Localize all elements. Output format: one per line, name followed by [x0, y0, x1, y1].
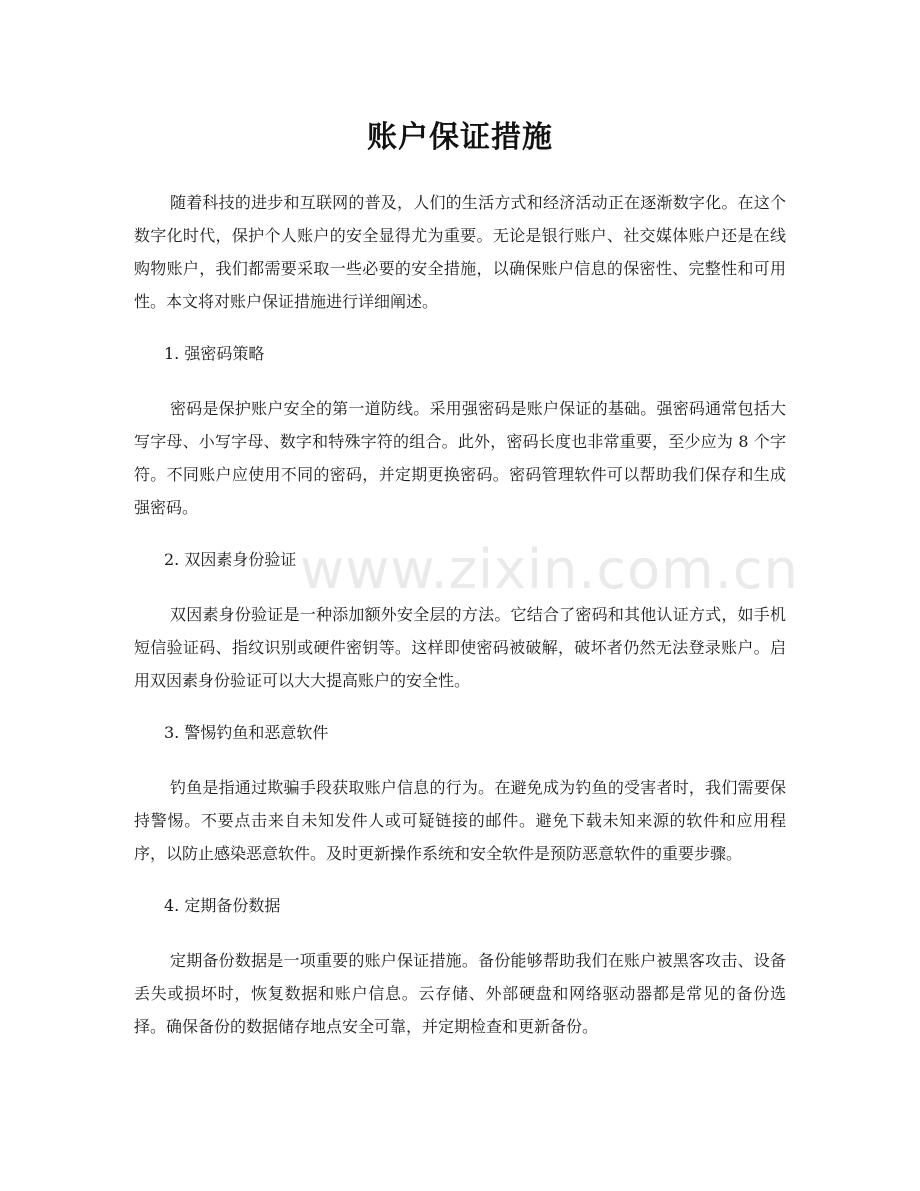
section-heading: 3. 警惕钓鱼和恶意软件	[164, 723, 329, 742]
section-paragraph: 密码是保护账户安全的第一道防线。采用强密码是账户保证的基础。强密码通常包括大写字母、小写字母、数字和特殊字符的组合。此外，密码长度也非常重要，至少应为 8 个字符。不同账户应使用不同的密码，并定期更换密码。密码管理软件可以帮助我们保存和生成强密码。	[134, 399, 786, 517]
section-heading: 2. 双因素身份验证	[164, 550, 297, 569]
document-body	[134, 186, 786, 1067]
section-heading: 1. 强密码策略	[164, 344, 265, 363]
watermark: www.zixin.com.cn	[300, 538, 799, 601]
section-paragraph: 定期备份数据是一项重要的账户保证措施。备份能够帮助我们在账户被黑客攻击、设备丢失或损坏时，恢复数据和账户信息。云存储、外部硬盘和网络驱动器都是常见的备份选择。确保备份的数据储存地点安全可靠，并定期检查和更新备份。	[134, 951, 786, 1036]
section-heading: 4. 定期备份数据	[164, 896, 281, 915]
document-title: 账户保证措施	[367, 120, 553, 155]
section-paragraph: 钓鱼是指通过欺骗手段获取账户信息的行为。在避免成为钓鱼的受害者时，我们需要保持警惕。不要点击来自未知发件人或可疑链接的邮件。避免下载未知来源的软件和应用程序，以防止感染恶意软件。及时更新操作系统和安全软件是预防恶意软件的重要步骤。	[134, 778, 786, 863]
intro-paragraph: 随着科技的进步和互联网的普及，人们的生活方式和经济活动正在逐渐数字化。在这个数字化时代，保护个人账户的安全显得尤为重要。无论是银行账户、社交媒体账户还是在线购物账户，我们都需要采取一些必要的安全措施，以确保账户信息的保密性、完整性和可用性。本文将对账户保证措施进行详细阐述。	[134, 193, 786, 311]
section-paragraph: 双因素身份验证是一种添加额外安全层的方法。它结合了密码和其他认证方式，如手机短信验证码、指纹识别或硬件密钥等。这样即使密码被破解，破坏者仍然无法登录账户。启用双因素身份验证可以大大提高账户的安全性。	[134, 605, 786, 690]
